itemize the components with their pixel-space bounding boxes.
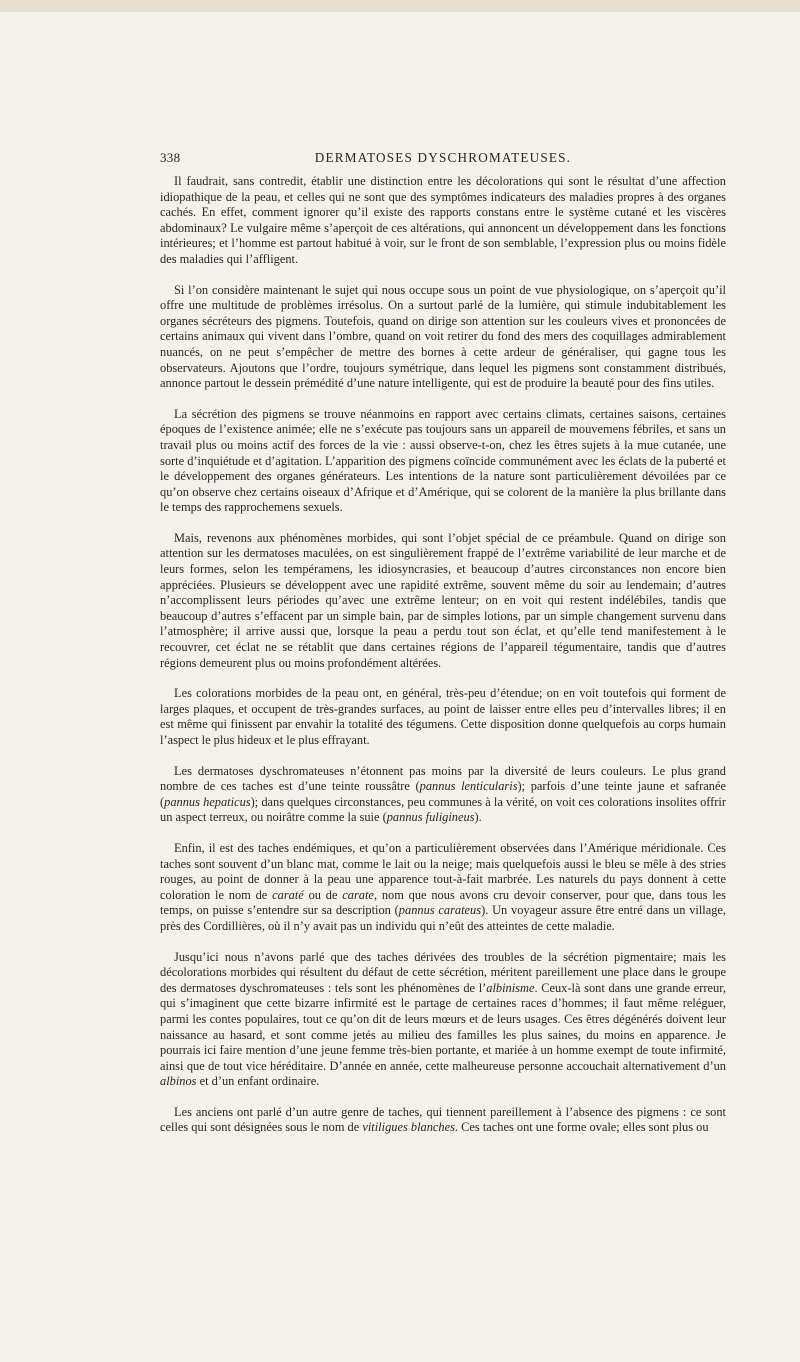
text-run: ); dans quelques circonstances, peu communes à la vérité, on voit ces colorations insolites offrir un aspect terreux, ou noirâtre comme la suie ( <box>160 794 726 825</box>
text-run: ); parfois d’une teinte jaune et safranée ( <box>160 779 727 809</box>
paragraph <box>160 686 726 748</box>
text-run: Enfin, il est des taches endémiques, et qu’on a particulièrement observées dans l’Amérique méridionale. Ces taches sont souvent d’un blanc mat, comme le lait ou la neige; mais quelquefois aussi le bleu se mêle à des stries rouges, au point de donner à la peau une apparence tout-à-fait marbrée. Les naturels du pays donnent à cette coloration le nom de <box>160 840 726 902</box>
text-run: Les colorations morbides de la peau ont, en général, très-peu d’étendue; on en voit toutefois qui forment de larges plaques, et occupent de très-grandes surfaces, au point de laisser entre elles peu d’intervalles libres; il en est même qui finissent par envahir la totalité des tégumens. Cette disposition donne quelquefois au corps humain l’aspect le plus hideux et le plus effrayant. <box>160 686 726 747</box>
paragraph <box>160 531 726 671</box>
italic-term: pannus carateus <box>398 903 482 918</box>
paragraph <box>160 764 726 826</box>
italic-term: carate <box>342 887 374 902</box>
italic-term: vitiligues blanches <box>362 1120 455 1135</box>
page-number: 338 <box>160 150 181 165</box>
paragraph <box>160 174 726 268</box>
running-head <box>160 150 726 170</box>
text-run: Les anciens ont parlé d’un autre genre de taches, qui tiennent pareillement à l’absence des pigmens : ce sont celles qui sont désignées sous le nom de <box>160 1104 726 1135</box>
running-title: DERMATOSES DYSCHROMATEUSES. <box>314 150 572 165</box>
italic-term: albinos <box>160 1074 197 1089</box>
paragraph <box>160 841 726 935</box>
text-run: La sécrétion des pigmens se trouve néanmoins en rapport avec certains climats, certaines saisons, certaines époques de l’existence animée; elle ne s’exécute pas toujours sans un appareil de mouvemens fébriles, et sans un travail plus ou moins actif des forces de la vie : aussi observe-t-on, chez les êtres sujets à la mue cutanée, une sorte d’inquiétude et d’agitation. L’apparition des pigmens coïncide communément avec les éclats de la puberté et le développement des organes générateurs. Les intentions de la nature sont particulièrement dévoilées par ce qu’on observe chez certains oiseaux d’Afrique et d’Amérique, qui se colorent de la manière la plus brillante dans le temps des rapprochemens sexuels. <box>160 406 726 515</box>
text-run: Jusqu’ici nous n’avons parlé que des taches dérivées des troubles de la sécrétion pigmentaire; mais les décolorations morbides qui résultent du défaut de cette sécrétion, méritent pareillement une place dans le groupe des dermatoses dyschromateuses : tels sont les phénomènes de l’ <box>160 949 726 995</box>
text-run: ). Un voyageur assure être entré dans un village, près des Cordillières, où il n’y avait pas un individu qui n’eût des atteintes de cette maladie. <box>160 903 727 933</box>
paragraph <box>160 950 726 1090</box>
text-run: . Ces taches ont une forme ovale; elles sont plus ou <box>454 1120 709 1135</box>
text-column <box>160 150 726 1136</box>
text-run: , nom que nous avons cru devoir conserver, pour que, dans tous les temps, on puisse s’entendre sur sa description ( <box>160 887 726 918</box>
text-run: ). <box>474 810 482 825</box>
text-run: Si l’on considère maintenant le sujet qui nous occupe sous un point de vue physiologique, on s’aperçoit qu’il offre une multitude de problèmes irrésolus. On a surtout parlé de la lumière, qui stimule indubitablement les organes sécréteurs des pigmens. Toutefois, quand on dirige son attention sur les couleurs vives et prononcées de certains animaux qui vivent dans l’ombre, quand on voit retirer du fond des mers des coquillages admirablement nuancés, on ne peut s’empêcher de mettre des bornes à cette ardeur de généraliser, qui gagne tous les observateurs. Ajoutons que l’ordre, toujours symétrique, dans lequel les pigmens sont constamment distribués, annonce partout le dessein prémédité d’une nature intelligente, qui est de produire la beauté pour des fins utiles. <box>160 282 726 391</box>
italic-term: albinisme <box>486 980 535 995</box>
paragraph <box>160 407 726 516</box>
text-run: Les dermatoses dyschromateuses n’étonnent pas moins par la diversité de leurs couleurs. Le plus grand nombre de ces taches est d’une teinte roussâtre ( <box>160 763 726 794</box>
italic-term: caraté <box>272 887 304 902</box>
text-run: ou de <box>303 887 343 902</box>
italic-term: pannus hepaticus <box>164 794 251 809</box>
body-text <box>160 174 726 1136</box>
paragraph <box>160 1105 726 1136</box>
italic-term: pannus lenticularis <box>419 779 518 794</box>
text-run: . Ceux-là sont dans une grande erreur, qui s’imaginent que cette bizarre infirmité est le partage de certaines races d’hommes; il faut même reléguer, parmi les contes populaires, tout ce qu’on dit de leurs mœurs et de leurs usages. Ces êtres dégénérés doivent leur naissance au hasard, et sont comme jetés au milieu des familles les plus saines, du moins en apparence. Je pourrais ici faire mention d’une jeune femme très-bien portante, et mariée à un homme exempt de toute infirmité, ainsi que de tout vice héréditaire. D’année en année, cette malheureuse personne accouchait alternativement d’un <box>160 980 726 1073</box>
text-run: et d’un enfant ordinaire. <box>196 1074 320 1089</box>
text-run: Mais, revenons aux phénomènes morbides, qui sont l’objet spécial de ce préambule. Quand on dirige son attention sur les dermatoses maculées, on est singulièrement frappé de l’extrême variabilité de leur marche et de leurs formes, selon les tempéramens, les idiosyncrasies, et beaucoup d’autres circonstances non encore bien appréciées. Plusieurs se développent avec une rapidité extrême, souvent même du soir au lendemain; d’autres n’accomplissent leurs périodes qu’avec une extrême lenteur; on en voit qui restent indélébiles, tandis que beaucoup d’autres s’effacent par un simple bain, par de simples lotions, par un simple changement survenu dans l’atmosphère; il arrive aussi que, lorsque la peau a perdu tout son éclat, et qu’elle tend manifestement à le recouvrer, cet éclat ne se rétablit que dans certaines régions de l’appareil tégumentaire, tandis que d’autres régions demeurent plus ou moins profondément altérées. <box>160 530 726 670</box>
italic-term: pannus fuligineus <box>386 810 475 825</box>
paragraph <box>160 283 726 392</box>
page-edge <box>0 0 800 12</box>
text-run: Il faudrait, sans contredit, établir une distinction entre les décolorations qui sont le résultat d’une affection idiopathique de la peau, et celles qui ne sont que des symptômes indicateurs des maladies propres à des organes cachés. En effet, comment ignorer qu’il existe des rapports constans entre le système cutané et les viscères abdominaux? Le vulgaire même s’aperçoit de ces altérations, qui annoncent un développement dans les fonctions intérieures; et l’homme est partout habitué à voir, sur le front de son semblable, l’expression plus ou moins fidèle des maladies qui l’affligent. <box>160 174 726 266</box>
